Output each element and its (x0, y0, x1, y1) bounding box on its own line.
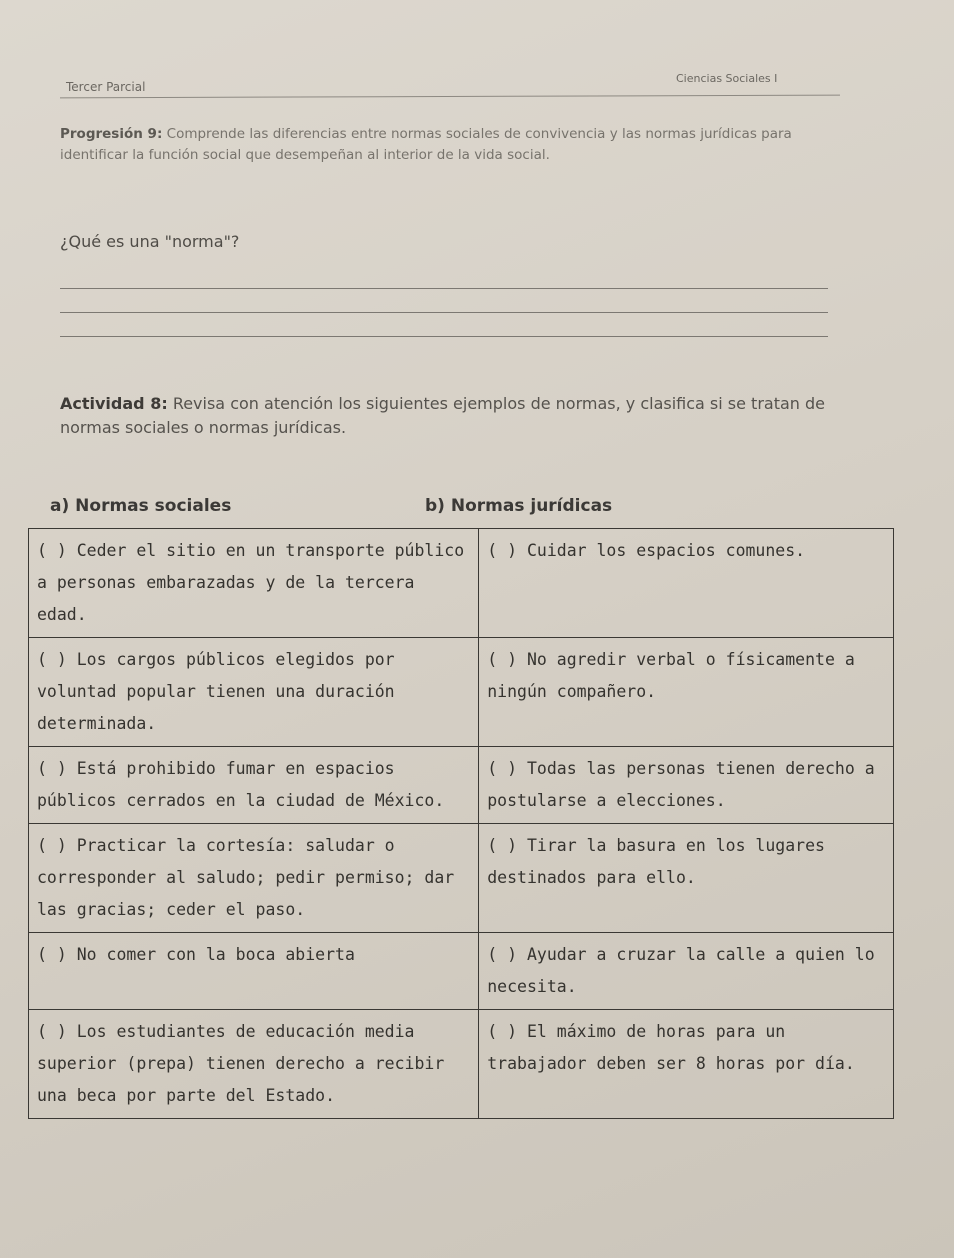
norm-cell-left[interactable]: ( ) Está prohibido fumar en espacios públicos cerrados en la ciudad de México. (29, 747, 479, 824)
progression-paragraph (60, 124, 850, 166)
norm-cell-right[interactable]: ( ) No agredir verbal o físicamente a ningún compañero. (479, 638, 894, 747)
answer-line-1 (60, 288, 828, 289)
norm-cell-left[interactable]: ( ) Practicar la cortesía: saludar o corresponder al saludo; pedir permiso; dar las gracias; ceder el paso. (29, 824, 479, 933)
progression-text: Comprende las diferencias entre normas sociales de convivencia y las normas jurídicas para identificar la función social que desempeñan al interior de la vida social. (60, 126, 792, 163)
table-row (29, 747, 894, 824)
table-row (29, 933, 894, 1010)
norms-table (28, 528, 894, 1119)
norm-cell-left[interactable]: ( ) Ceder el sitio en un transporte público a personas embarazadas y de la tercera edad. (29, 529, 479, 638)
table-row (29, 638, 894, 747)
norm-cell-right[interactable]: ( ) Cuidar los espacios comunes. (479, 529, 894, 638)
option-a-social: a) Normas sociales (50, 496, 232, 516)
table-row (29, 824, 894, 933)
norm-cell-right[interactable]: ( ) Ayudar a cruzar la calle a quien lo necesita. (479, 933, 894, 1010)
answer-line-3 (60, 336, 828, 337)
progression-label: Progresión 9: (60, 126, 163, 142)
norm-cell-left[interactable]: ( ) Los cargos públicos elegidos por voluntad popular tienen una duración determinada. (29, 638, 479, 747)
header-subject: Ciencias Sociales I (676, 72, 778, 85)
norm-cell-left[interactable]: ( ) Los estudiantes de educación media superior (prepa) tienen derecho a recibir una beca por parte del Estado. (29, 1010, 479, 1119)
header-partial: Tercer Parcial (66, 80, 146, 94)
norm-question: ¿Qué es una "norma"? (60, 232, 240, 251)
activity-paragraph (60, 392, 860, 440)
norm-cell-right[interactable]: ( ) Todas las personas tienen derecho a postularse a elecciones. (479, 747, 894, 824)
table-row (29, 529, 894, 638)
option-b-juridica: b) Normas jurídicas (425, 496, 613, 516)
norm-cell-right[interactable]: ( ) Tirar la basura en los lugares destinados para ello. (479, 824, 894, 933)
header-divider (60, 95, 840, 99)
activity-label: Actividad 8: (60, 394, 168, 413)
answer-line-2 (60, 312, 828, 313)
norm-cell-right[interactable]: ( ) El máximo de horas para un trabajador deben ser 8 horas por día. (479, 1010, 894, 1119)
norm-cell-left[interactable]: ( ) No comer con la boca abierta (29, 933, 479, 1010)
activity-text: Revisa con atención los siguientes ejemplos de normas, y clasifica si se tratan de normas sociales o normas jurídicas. (60, 394, 826, 437)
table-row (29, 1010, 894, 1119)
